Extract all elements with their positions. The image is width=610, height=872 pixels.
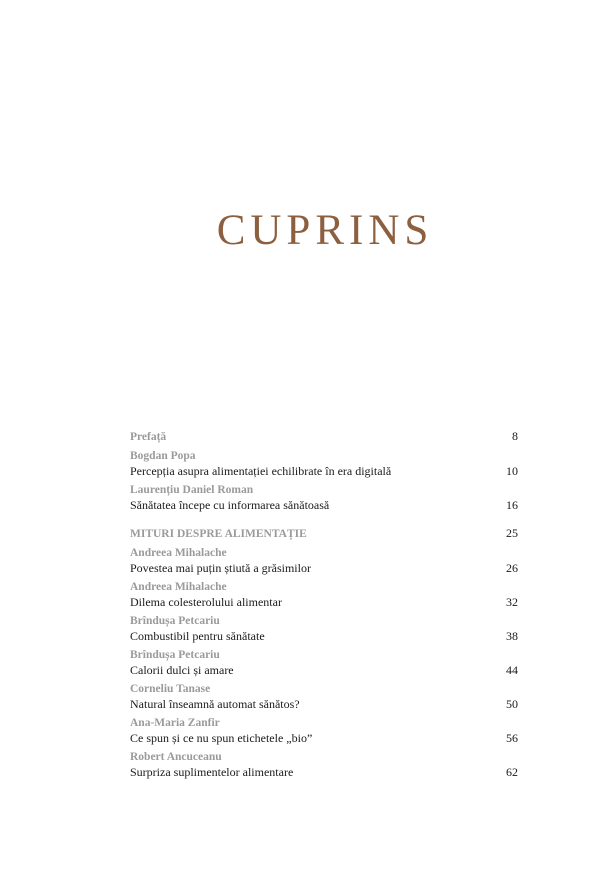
table-of-contents [130, 428, 518, 780]
toc-entry [130, 483, 518, 513]
toc-page-number: 10 [506, 464, 518, 478]
toc-author: Andreea Mihalache [130, 547, 227, 559]
toc-author: Ana-Maria Zanfir [130, 717, 220, 729]
toc-entry [130, 648, 518, 678]
toc-page-number: 44 [506, 663, 518, 677]
toc-author: Bogdan Popa [130, 450, 196, 462]
toc-title: Combustibil pentru sănătate [130, 629, 265, 643]
toc-page-number: 32 [506, 595, 518, 609]
toc-entry [130, 614, 518, 644]
toc-page-number: 50 [506, 697, 518, 711]
toc-page-number: 56 [506, 731, 518, 745]
toc-heading: Prefață [130, 431, 167, 443]
toc-entry [130, 682, 518, 712]
toc-author: Robert Ancuceanu [130, 751, 222, 763]
toc-page-number: 16 [506, 498, 518, 512]
toc-title: Surpriza suplimentelor alimentare [130, 765, 294, 779]
toc-author: Corneliu Tanase [130, 683, 211, 695]
toc-entry-prefata [130, 428, 518, 445]
toc-entry [130, 449, 518, 479]
toc-entry [130, 716, 518, 746]
toc-page-number: 62 [506, 765, 518, 779]
page-title: CUPRINS [216, 207, 434, 254]
toc-title: Povestea mai puțin știută a grăsimilor [130, 561, 311, 575]
toc-section-heading [130, 525, 518, 542]
toc-entry [130, 750, 518, 780]
toc-title: Natural înseamnă automat sănătos? [130, 697, 300, 711]
toc-page-number: 25 [506, 526, 518, 540]
toc-author: Laurențiu Daniel Roman [130, 484, 254, 496]
toc-title: Dilema colesterolului alimentar [130, 595, 282, 609]
toc-author: Brîndușa Petcariu [130, 649, 220, 661]
toc-author: Brîndușa Petcariu [130, 615, 220, 627]
toc-page-number: 8 [512, 429, 518, 443]
toc-entry [130, 546, 518, 576]
toc-heading: MITURI DESPRE ALIMENTAȚIE [130, 528, 307, 540]
toc-page-number: 38 [506, 629, 518, 643]
toc-title: Ce spun și ce nu spun etichetele „bio” [130, 731, 313, 745]
toc-entry [130, 580, 518, 610]
toc-page-number: 26 [506, 561, 518, 575]
toc-title: Sănătatea începe cu informarea sănătoasă [130, 498, 330, 512]
toc-title: Percepția asupra alimentației echilibrate în era digitală [130, 464, 392, 478]
toc-author: Andreea Mihalache [130, 581, 227, 593]
toc-title: Calorii dulci și amare [130, 663, 234, 677]
